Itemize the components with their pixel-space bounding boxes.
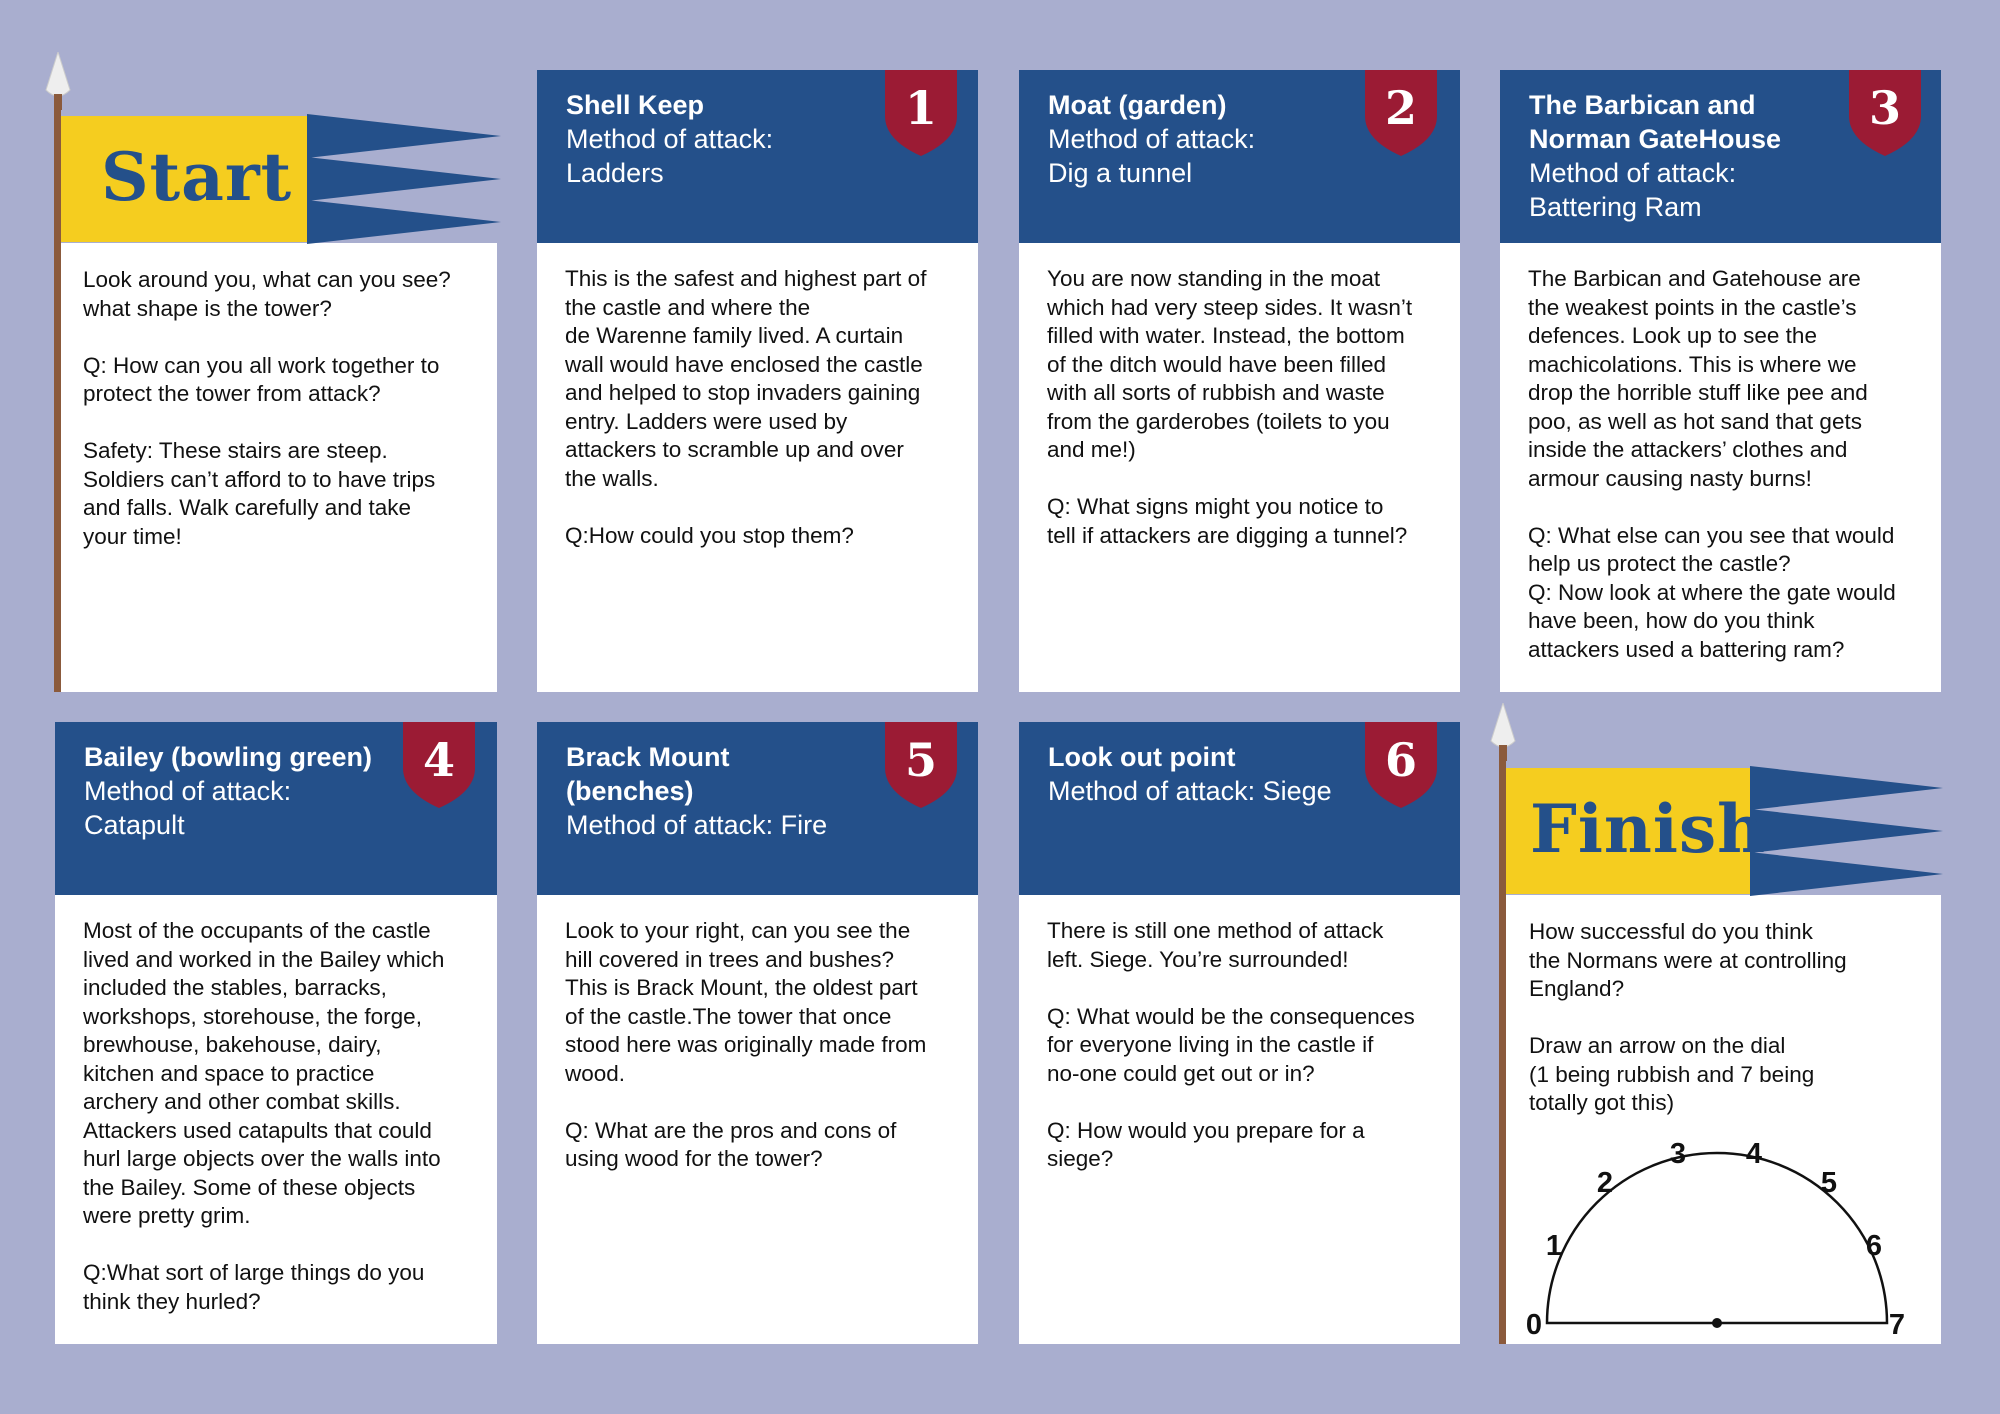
shield-number: 3 (1868, 81, 1902, 135)
dial-label: 1 (1545, 1230, 1563, 1262)
card-paragraph: There is still one method of attack left. Siege. You’re surrounded! (1047, 918, 1384, 972)
shield-number: 1 (904, 81, 938, 135)
card-barbican (1500, 70, 1941, 692)
card-paragraph: Look to your right, can you see the hill covered in trees and bushes? This is Brack Mount, the oldest part of the castle.The tower that once stood here was originally made from wood. (565, 918, 927, 1086)
number-shield-icon (1365, 722, 1437, 808)
card-method: Method of attack: Catapult (84, 776, 292, 840)
number-shield-icon (885, 70, 957, 156)
card-method: Method of attack: Siege (1048, 776, 1332, 806)
card-paragraph: The Barbican and Gatehouse are the weakest points in the castle’s defences. Look up to see the machicolations. This is where we drop the horrible stuff like pee and poo, as well as hot sand that gets inside the attackers’ clothes and armour causing nasty burns! (1528, 266, 1868, 491)
finish-paragraph: How successful do you think the Normans were at controlling England? (1529, 919, 1847, 1001)
start-paragraph: Q: How can you all work together to protect the tower from attack? (83, 352, 440, 406)
card-paragraph: Q: What are the pros and cons of using wood for the tower? (565, 1117, 897, 1171)
start-flag (61, 114, 501, 244)
start-body (83, 266, 483, 580)
dial-center-dot (1712, 1318, 1722, 1328)
dial-label: 0 (1525, 1309, 1543, 1340)
number-shield-icon (403, 722, 475, 808)
card-paragraph: Q: What signs might you notice to tell if attackers are digging a tunnel? (1047, 494, 1408, 548)
card-body (537, 243, 978, 692)
finish-pole (1499, 744, 1506, 1344)
card-body (55, 895, 497, 1344)
card-paragraph: Q:What sort of large things do you think they hurled? (83, 1260, 425, 1314)
start-pole (54, 92, 61, 692)
card-paragraph: Q: How would you prepare for a siege? (1047, 1117, 1365, 1171)
card-bailey (55, 722, 497, 1344)
card-paragraph: Q: What else can you see that would help us protect the castle? Q: Now look at where the gate would have been, how do you think attackers used a battering ram? (1528, 522, 1896, 662)
card-paragraph: Q:How could you stop them? (565, 522, 854, 548)
number-shield-icon (1365, 70, 1437, 156)
card-title: Brack Mount (benches) (566, 742, 730, 806)
card-method: Method of attack: Dig a tunnel (1048, 124, 1256, 188)
card-paragraph: You are now standing in the moat which had very steep sides. It wasn’t filled with water. Instead, the bottom of the ditch would have been filled with all sorts of rubbish and waste from the garderobes (toilets to you and me!) (1047, 266, 1413, 462)
start-paragraph: Look around you, what can you see? what shape is the tower? (83, 267, 451, 321)
finish-paragraph: Draw an arrow on the dial (1 being rubbish and 7 being totally got this) (1529, 1033, 1815, 1115)
shield-number: 2 (1384, 81, 1418, 135)
dial-label: 6 (1865, 1230, 1883, 1262)
card-method: Method of attack: Ladders (566, 124, 774, 188)
card-method: Method of attack: Battering Ram (1529, 158, 1737, 222)
shield-number: 4 (422, 733, 456, 787)
card-shell-keep (537, 70, 978, 692)
dial-label: 7 (1888, 1309, 1906, 1340)
number-shield-icon (885, 722, 957, 808)
start-paragraph: Safety: These stairs are steep. Soldiers can’t afford to to have trips and falls. Walk carefully and take your time! (83, 438, 436, 549)
dial-label: 3 (1669, 1138, 1687, 1170)
finish-flag (1506, 766, 1943, 896)
spear-tip-icon (1489, 703, 1517, 761)
card-body (1500, 243, 1941, 692)
dial-label: 4 (1745, 1138, 1763, 1170)
card-brack-mount (537, 722, 978, 1344)
card-body (537, 895, 978, 1344)
card-title: The Barbican and Norman GateHouse (1529, 90, 1782, 154)
card-paragraph: This is the safest and highest part of the castle and where the de Warenne family lived. A curtain wall would have enclosed the castle and helped to stop invaders gaining entry. Ladders were used by attackers to scramble up and over the walls. (565, 266, 927, 491)
card-look-out-point (1019, 722, 1460, 1344)
finish-body (1529, 918, 1929, 1146)
card-paragraph: Q: What would be the consequences for everyone living in the castle if no-one could get out or in? (1047, 1003, 1415, 1086)
card-moat (1019, 70, 1460, 692)
spear-tip-icon (44, 52, 72, 110)
card-title: Bailey (bowling green) (84, 742, 373, 772)
finish-flag-label: Finish (1530, 790, 1767, 868)
card-body (1019, 895, 1460, 1344)
shield-number: 6 (1384, 733, 1418, 787)
shield-number: 5 (904, 733, 938, 787)
rating-dial[interactable] (1520, 1120, 1920, 1340)
start-flag-label: Start (101, 138, 293, 216)
card-title: Shell Keep (566, 90, 705, 120)
card-paragraph: Most of the occupants of the castle lived and worked in the Bailey which included the stables, barracks, workshops, storehouse, the forge, brewhouse, bakehouse, dairy, kitchen and space to practice archery and other combat skills. Attackers used catapults that could hurl large objects over the walls into the Bailey. Some of these objects were pretty grim. (83, 918, 445, 1228)
dial-label: 5 (1820, 1167, 1838, 1199)
number-shield-icon (1849, 70, 1921, 156)
card-title: Moat (garden) (1048, 90, 1227, 120)
card-title: Look out point (1048, 742, 1236, 772)
dial-label: 2 (1596, 1167, 1614, 1199)
card-method: Method of attack: Fire (566, 810, 828, 840)
card-body (1019, 243, 1460, 692)
